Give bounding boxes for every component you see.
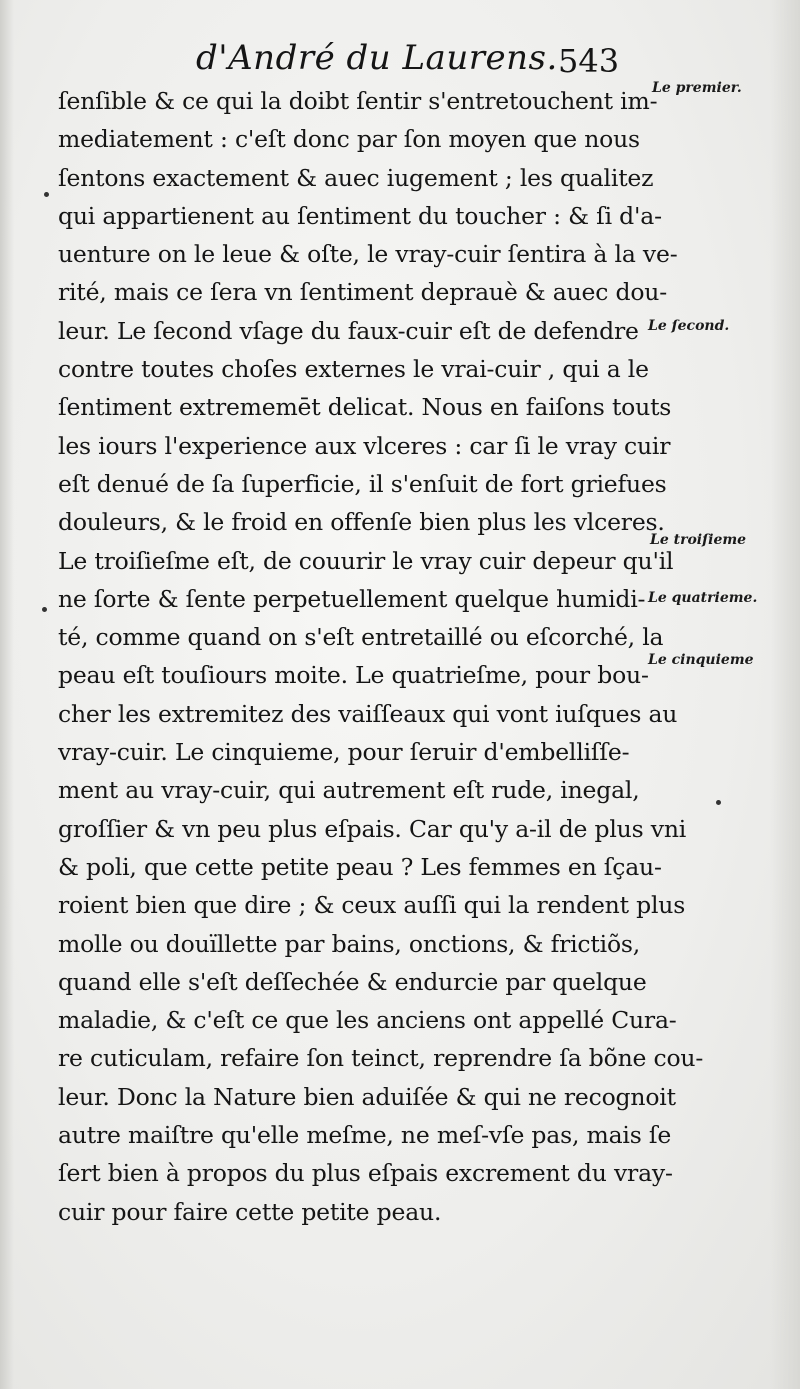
text-line: roient bien que dire ; & ceux auſſi qui la rendent plus: [58, 891, 686, 920]
text-line: re cuticulam, refaire ſon teinct, reprendre ſa bõne cou-: [58, 1044, 704, 1073]
text-line: les iours l'experience aux vlceres : car ſi le vray cuir: [58, 431, 671, 460]
text-line: mediatement : c'eſt donc par ſon moyen que nous: [58, 125, 640, 154]
text-line: qui appartienent au ſentiment du toucher : & ſi d'a-: [58, 201, 662, 230]
page-gutter-shadow: [0, 0, 14, 1389]
text-line: contre toutes choſes externes le vrai-cuir , qui a le: [58, 355, 649, 384]
page-edge-shadow: [770, 0, 800, 1389]
margin-note-premier: Le premier.: [652, 80, 742, 96]
text-line: quand elle s'eſt deſſechée & endurcie par quelque: [58, 967, 647, 996]
margin-note-cinquieme: Le cinquieme: [648, 652, 754, 668]
text-line: leur. Le ſecond vſage du faux-cuir eſt de defendre: [58, 316, 639, 345]
text-line: uenture on le leue & oſte, le vray-cuir ſentira à la ve-: [58, 240, 678, 269]
text-line: leur. Donc la Nature bien aduiſée & qui ne recognoit: [58, 1082, 676, 1111]
text-line: autre maiſtre qu'elle meſme, ne meſ-vſe pas, mais ſe: [58, 1121, 672, 1150]
text-line: vray-cuir. Le cinquieme, pour ſeruir d'embelliſſe-: [58, 738, 630, 767]
text-line: ne ſorte & ſente perpetuellement quelque humidi-: [58, 584, 646, 613]
ink-spot: [42, 607, 47, 612]
text-line: Le troiſieſme eſt, de couurir le vray cuir depeur qu'il: [58, 546, 674, 575]
running-head: d'André du Laurens.: [196, 38, 558, 78]
text-line: peau eſt touſiours moite. Le quatrieſme, pour bou-: [58, 661, 649, 690]
text-line: ſentons exactement & auec iugement ; les qualitez: [58, 163, 654, 192]
page-number: 543: [558, 42, 620, 80]
text-line: ſert bien à propos du plus eſpais excrement du vray-: [58, 1159, 673, 1188]
text-line: douleurs, & le froid en offenſe bien plus les vlceres.: [58, 508, 665, 537]
text-line: ſenſible & ce qui la doibt ſentir s'entretouchent im-: [58, 87, 658, 115]
text-line: molle ou douïllette par bains, onctions, & frictiõs,: [58, 929, 641, 958]
text-line: eſt denué de ſa ſuperficie, il s'enſuit de fort griefues: [58, 469, 667, 498]
margin-note-quatrieme: Le quatrieme.: [648, 590, 758, 606]
text-line: té, comme quand on s'eſt entretaillé ou eſcorché, la: [58, 623, 664, 652]
text-line: & poli, que cette petite peau ? Les femmes en ſçau-: [58, 852, 662, 881]
ink-spot: [716, 800, 721, 805]
text-line: groſſier & vn peu plus eſpais. Car qu'y a-il de plus vni: [58, 814, 687, 843]
margin-note-troisieme: Le troiſieme: [650, 532, 747, 548]
text-line: maladie, & c'eſt ce que les anciens ont appellé Cura-: [58, 1006, 677, 1035]
margin-note-second: Le ſecond.: [648, 318, 730, 334]
text-line: ſentiment extrememēt delicat. Nous en faiſons touts: [58, 393, 672, 422]
text-line: cher les extremitez des vaiſſeaux qui vont iuſques au: [58, 699, 678, 728]
text-line: cuir pour faire cette petite peau.: [58, 1197, 442, 1226]
text-line: rité, mais ce ſera vn ſentiment deprauè & auec dou-: [58, 278, 667, 307]
ink-spot: [44, 192, 49, 197]
text-line: ment au vray-cuir, qui autrement eſt rude, inegal,: [58, 776, 640, 805]
